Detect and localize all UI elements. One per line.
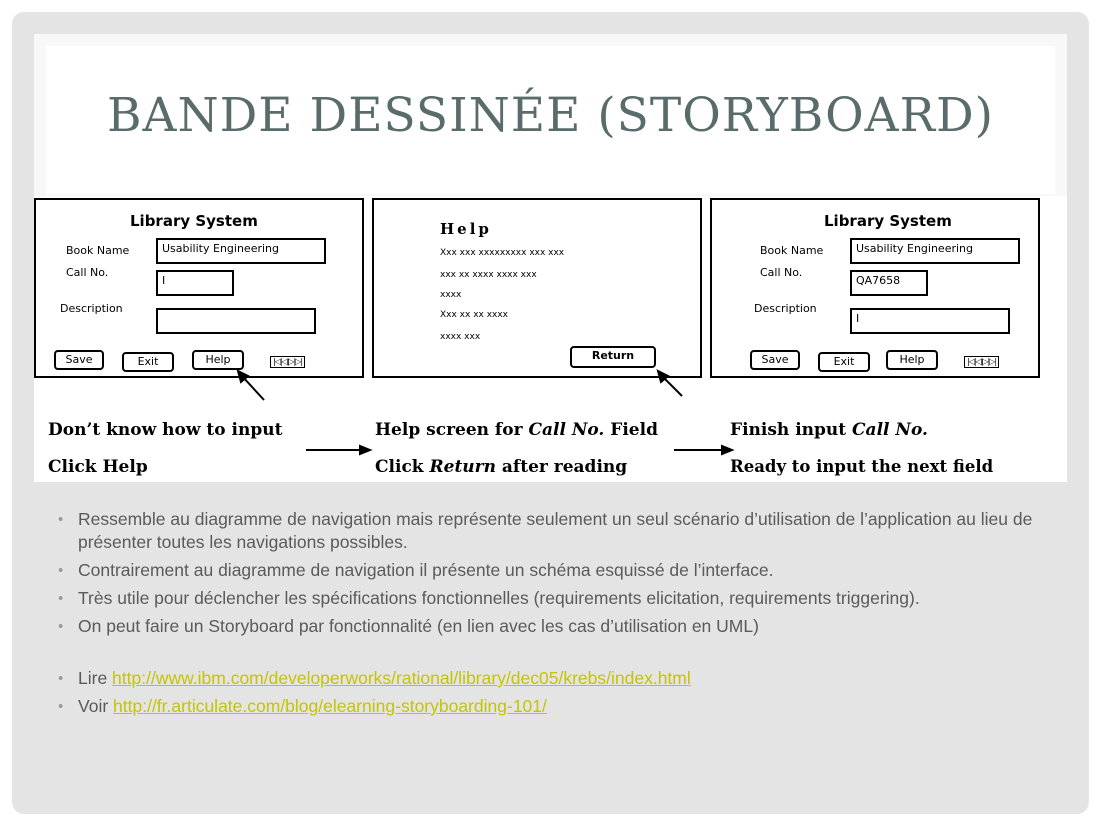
panel3-save-button: Save bbox=[750, 350, 800, 370]
panel1-call-no-field: I bbox=[156, 270, 234, 296]
panel1-book-name-field: Usability Engineering bbox=[156, 238, 326, 264]
panel1-help-button: Help bbox=[192, 350, 244, 370]
ibm-link[interactable]: http://www.ibm.com/developerworks/rational/library/dec05/krebs/index.html bbox=[112, 668, 691, 688]
panel2-line: xxx xx xxxx xxxx xxx bbox=[440, 270, 537, 280]
flow-arrow-head bbox=[360, 446, 370, 454]
panel3-exit-button: Exit bbox=[818, 352, 870, 372]
caption-emphasis: Return bbox=[429, 457, 496, 477]
panel1-book-name-label: Book Name bbox=[66, 244, 130, 257]
caption-text: Click bbox=[375, 457, 430, 477]
bullet-list bbox=[54, 508, 1054, 723]
link-prefix: Lire bbox=[78, 668, 113, 688]
caption-text: Finish input bbox=[730, 420, 853, 440]
storyboard-arrows bbox=[34, 196, 1067, 482]
panel3-call-no-field: QA7658 bbox=[850, 270, 928, 296]
caption-text: after reading bbox=[495, 457, 628, 477]
caption-step1-line2: Click Help bbox=[48, 457, 148, 477]
bullet-item: • Contrairement au diagramme de navigation il présente un schéma esquissé de l’interface. bbox=[54, 559, 1054, 582]
panel3-book-name-label: Book Name bbox=[760, 244, 824, 257]
storyboard-image bbox=[34, 196, 1067, 482]
panel3-call-no-label: Call No. bbox=[760, 266, 803, 279]
panel1-call-no-label: Call No. bbox=[66, 266, 109, 279]
bullet-item-link bbox=[54, 695, 1054, 718]
slide bbox=[12, 12, 1089, 814]
panel1-exit-button: Exit bbox=[122, 352, 174, 372]
panel2-return-button: Return bbox=[570, 346, 656, 368]
bullet-item: • On peut faire un Storyboard par fonctionnalité (en lien avec les cas d’utilisation en UML) bbox=[54, 615, 1054, 638]
caption-emphasis: Call No. bbox=[528, 420, 605, 440]
caption-step3-line2: Ready to input the next field bbox=[730, 457, 994, 476]
panel3-help-button: Help bbox=[886, 350, 938, 370]
panel3-book-name-field: Usability Engineering bbox=[850, 238, 1020, 264]
title-band bbox=[34, 34, 1067, 208]
panel3-description-label: Description bbox=[754, 302, 817, 315]
articulate-link[interactable]: http://fr.articulate.com/blog/elearning-storyboarding-101/ bbox=[113, 696, 547, 716]
panel1-description-label: Description bbox=[60, 302, 123, 315]
bullet-item: • Ressemble au diagramme de navigation mais représente seulement un seul scénario d’utilisation de l’application au lieu de présenter toutes les navigations possibles. bbox=[54, 508, 1054, 554]
panel2-line: Xxx xx xx xxxx bbox=[440, 310, 509, 320]
panel2-title: Help bbox=[440, 220, 492, 238]
panel2-line: xxxx bbox=[440, 290, 462, 300]
title-box bbox=[46, 46, 1055, 194]
link-prefix: Voir bbox=[78, 696, 114, 716]
slide-title: BANDE DESSINÉE (STORYBOARD) bbox=[106, 88, 995, 143]
panel3-title: Library System bbox=[824, 212, 952, 230]
panel2-line: Xxx xxx xxxxxxxxx xxx xxx bbox=[440, 248, 565, 258]
panel2-line: xxxx xxx bbox=[440, 332, 481, 342]
bullet-item: • Très utile pour déclencher les spécifications fonctionnelles (requirements elicitation, requirements triggering). bbox=[54, 587, 1054, 610]
panel3-description-field: I bbox=[850, 308, 1010, 334]
bullet-item-link bbox=[54, 667, 1054, 690]
flow-arrow-head bbox=[722, 446, 732, 454]
caption-text: Help screen for bbox=[375, 420, 529, 440]
caption-emphasis: Call No. bbox=[852, 420, 928, 440]
caption-step1-line1: Don’t know how to input bbox=[48, 420, 283, 440]
caption-text: Field bbox=[604, 420, 658, 440]
panel1-save-button: Save bbox=[54, 350, 104, 370]
panel3-record-nav: |◁|◁|▷|▷| bbox=[964, 356, 999, 368]
panel1-record-nav: |◁|◁|▷|▷| bbox=[270, 356, 305, 368]
panel1-title: Library System bbox=[130, 212, 258, 230]
